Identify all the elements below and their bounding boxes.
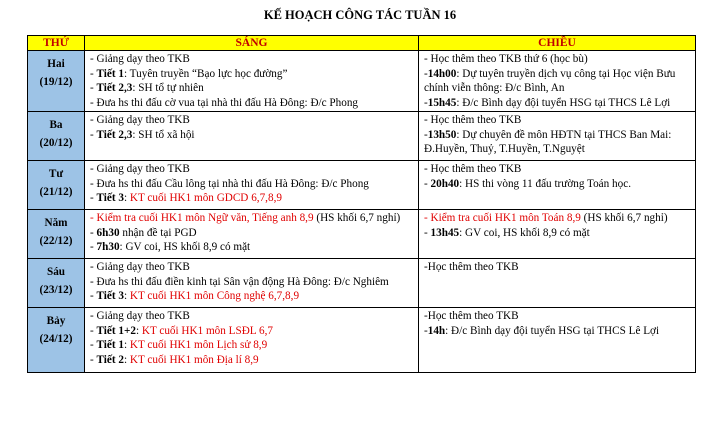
line-text: : HS thi vòng 11 đấu trường Toán học. bbox=[459, 177, 631, 190]
line-highlight: - Kiểm tra cuối HK1 môn Ngữ văn, Tiếng anh 8,9 bbox=[90, 212, 314, 225]
line-highlight: KT cuối HK1 môn GDCD 6,7,8,9 bbox=[129, 192, 282, 205]
line-prefix: - bbox=[90, 353, 97, 366]
line-text: Đưa hs thi đấu cờ vua tại nhà thi đấu Hà Đông: Đ/c Phong bbox=[96, 96, 359, 109]
schedule-line bbox=[90, 275, 414, 289]
line-text: : Tuyên truyền “Bạo lực học đường” bbox=[123, 67, 288, 80]
line-highlight: - Kiểm tra cuối HK1 môn Toán 8,9 bbox=[424, 212, 581, 225]
schedule-line bbox=[90, 52, 414, 66]
line-bold: Tiết 1+2 bbox=[96, 324, 136, 337]
line-text: Đưa hs thi đấu điền kinh tại Sân vận động Hà Đông: Đ/c Nghiêm bbox=[96, 275, 389, 288]
schedule-row bbox=[28, 112, 696, 161]
line-bold: 15h45 bbox=[427, 96, 457, 109]
day-date: (22/12) bbox=[39, 235, 73, 248]
line-prefix: - bbox=[424, 177, 431, 190]
line-bold: Tiết 3 bbox=[96, 192, 124, 205]
day-name: Sáu bbox=[46, 266, 66, 279]
line-prefix: - bbox=[90, 241, 97, 254]
day-name: Hai bbox=[47, 58, 65, 71]
line-prefix: - bbox=[90, 163, 97, 176]
line-prefix: - bbox=[424, 163, 431, 176]
afternoon-cell bbox=[419, 308, 696, 373]
schedule-line bbox=[424, 128, 691, 142]
schedule-row bbox=[28, 308, 696, 373]
page-title: KẾ HOẠCH CÔNG TÁC TUẦN 16 bbox=[263, 8, 457, 22]
line-suffix: (HS khối 6,7 nghỉ) bbox=[580, 212, 668, 225]
schedule-line bbox=[90, 162, 414, 176]
line-text: Học thêm theo TKB bbox=[430, 114, 522, 127]
line-prefix: - bbox=[90, 53, 97, 66]
day-date: (20/12) bbox=[39, 137, 73, 150]
line-text: chính viễn thông: Đ/c Bình, An bbox=[424, 82, 565, 95]
line-bold: Tiết 2,3 bbox=[96, 82, 133, 95]
schedule-row bbox=[28, 51, 696, 112]
header-morning: SÁNG bbox=[85, 36, 419, 51]
line-bold: Tiết 1 bbox=[96, 67, 124, 80]
line-text: : SH tổ tự nhiên bbox=[132, 82, 204, 95]
line-prefix: - bbox=[90, 82, 97, 95]
line-prefix: - bbox=[90, 96, 97, 109]
schedule-line bbox=[90, 240, 414, 254]
line-prefix: - bbox=[424, 53, 431, 66]
line-highlight: KT cuối HK1 môn Công nghệ 6,7,8,9 bbox=[129, 290, 300, 303]
line-prefix: - bbox=[90, 261, 97, 274]
line-text: Học thêm theo TKB bbox=[427, 310, 519, 323]
schedule-line bbox=[424, 226, 691, 240]
day-date: (19/12) bbox=[39, 76, 73, 89]
line-text: Học thêm theo TKB thứ 6 (học bù) bbox=[430, 53, 588, 66]
schedule-line bbox=[424, 177, 691, 191]
line-text: : Đ/c Bình dạy đội tuyển HSG tại THCS Lê Lợi bbox=[456, 96, 671, 109]
line-bold: 13h50 bbox=[427, 128, 457, 141]
morning-cell bbox=[85, 210, 419, 259]
line-prefix: - bbox=[90, 128, 97, 141]
afternoon-cell bbox=[419, 161, 696, 210]
line-prefix: - bbox=[90, 67, 97, 80]
line-prefix: - bbox=[90, 339, 97, 352]
line-prefix: - bbox=[90, 275, 97, 288]
line-prefix: - bbox=[424, 261, 428, 274]
line-text: : bbox=[123, 192, 130, 205]
line-suffix: (HS khối 6,7 nghỉ) bbox=[313, 212, 401, 225]
line-text: : GV coi, HS khối 8,9 có mặt bbox=[459, 226, 590, 239]
line-bold: Tiết 1 bbox=[96, 339, 124, 352]
line-text: Giảng dạy theo TKB bbox=[96, 163, 190, 176]
schedule-line bbox=[424, 67, 691, 81]
line-text: Giảng dạy theo TKB bbox=[96, 114, 190, 127]
schedule-line bbox=[90, 81, 414, 95]
line-prefix: - bbox=[424, 324, 428, 337]
line-text: : SH tổ xã hội bbox=[132, 128, 195, 141]
line-text: Học thêm theo TKB bbox=[427, 261, 519, 274]
line-text: : bbox=[135, 324, 142, 337]
schedule-line bbox=[424, 96, 691, 110]
schedule-line bbox=[90, 67, 414, 81]
day-cell bbox=[28, 51, 85, 112]
line-highlight: KT cuối HK1 môn Lịch sử 8,9 bbox=[129, 339, 268, 352]
schedule-line bbox=[90, 177, 414, 191]
line-prefix: - bbox=[90, 177, 97, 190]
schedule-line bbox=[424, 260, 691, 274]
line-bold: Tiết 2 bbox=[96, 353, 124, 366]
line-prefix: - bbox=[90, 324, 97, 337]
schedule-line bbox=[90, 260, 414, 274]
line-bold: 13h45 bbox=[430, 226, 460, 239]
schedule-line bbox=[90, 309, 414, 323]
line-prefix: - bbox=[90, 114, 97, 127]
line-bold: Tiết 3 bbox=[96, 290, 124, 303]
schedule-line bbox=[90, 289, 414, 303]
line-prefix: - bbox=[424, 310, 428, 323]
morning-cell bbox=[85, 51, 419, 112]
line-text: Giảng dạy theo TKB bbox=[96, 261, 190, 274]
morning-cell bbox=[85, 308, 419, 373]
schedule-line bbox=[90, 113, 414, 127]
day-date: (21/12) bbox=[39, 186, 73, 199]
schedule-table bbox=[27, 35, 696, 373]
day-name: Ba bbox=[49, 119, 63, 132]
morning-cell bbox=[85, 161, 419, 210]
line-text: : Đ/c Bình dạy đội tuyển HSG tại THCS Lê Lợi bbox=[445, 324, 660, 337]
afternoon-cell bbox=[419, 51, 696, 112]
line-text: : Dự tuyên truyền dịch vụ công tại Học viện Bưu bbox=[456, 67, 676, 80]
line-bold: 20h40 bbox=[430, 177, 460, 190]
line-text: : Dự chuyên đề môn HĐTN tại THCS Ban Mai: bbox=[456, 128, 672, 141]
schedule-line bbox=[424, 211, 691, 225]
schedule-line bbox=[424, 162, 691, 176]
day-cell bbox=[28, 161, 85, 210]
schedule-line bbox=[90, 96, 414, 110]
line-prefix: - bbox=[424, 96, 428, 109]
line-prefix: - bbox=[424, 67, 428, 80]
schedule-line bbox=[90, 353, 414, 367]
line-prefix: - bbox=[90, 192, 97, 205]
line-text: : bbox=[123, 353, 130, 366]
line-bold: 7h30 bbox=[96, 241, 120, 254]
line-highlight: KT cuối HK1 môn LSĐL 6,7 bbox=[141, 324, 273, 337]
schedule-line bbox=[90, 226, 414, 240]
day-cell bbox=[28, 259, 85, 308]
line-prefix: - bbox=[90, 226, 97, 239]
line-text: Giảng dạy theo TKB bbox=[96, 53, 190, 66]
line-prefix: - bbox=[90, 290, 97, 303]
header-row bbox=[28, 36, 696, 51]
schedule-line bbox=[424, 81, 691, 95]
day-name: Bảy bbox=[46, 315, 66, 328]
afternoon-cell bbox=[419, 259, 696, 308]
day-cell bbox=[28, 112, 85, 161]
line-bold: Tiết 2,3 bbox=[96, 128, 133, 141]
line-highlight: KT cuối HK1 môn Địa lí 8,9 bbox=[129, 353, 259, 366]
day-cell bbox=[28, 210, 85, 259]
line-bold: 14h00 bbox=[427, 67, 457, 80]
line-text: nhận đề tại PGD bbox=[119, 226, 197, 239]
day-date: (23/12) bbox=[39, 284, 73, 297]
line-prefix: - bbox=[424, 226, 431, 239]
afternoon-cell bbox=[419, 210, 696, 259]
header-afternoon: CHIỀU bbox=[419, 36, 696, 51]
schedule-row bbox=[28, 259, 696, 308]
schedule-line bbox=[424, 52, 691, 66]
morning-cell bbox=[85, 112, 419, 161]
schedule-line bbox=[90, 211, 414, 225]
line-text: : bbox=[123, 339, 130, 352]
line-prefix: - bbox=[424, 114, 431, 127]
schedule-row bbox=[28, 161, 696, 210]
line-text: Giảng dạy theo TKB bbox=[96, 310, 190, 323]
day-name: Năm bbox=[44, 217, 68, 230]
schedule-row bbox=[28, 210, 696, 259]
schedule-line bbox=[90, 324, 414, 338]
line-text: Học thêm theo TKB bbox=[430, 163, 522, 176]
day-name: Tư bbox=[48, 168, 64, 181]
line-bold: 6h30 bbox=[96, 226, 120, 239]
schedule-line bbox=[424, 113, 691, 127]
schedule-line bbox=[90, 128, 414, 142]
morning-cell bbox=[85, 259, 419, 308]
schedule-line bbox=[424, 309, 691, 323]
line-prefix: - bbox=[424, 128, 428, 141]
day-cell bbox=[28, 308, 85, 373]
line-text: Đưa hs thi đấu Cầu lông tại nhà thi đấu Hà Đông: Đ/c Phong bbox=[96, 177, 369, 190]
day-date: (24/12) bbox=[39, 333, 73, 346]
line-prefix: - bbox=[90, 310, 97, 323]
line-text: : GV coi, HS khối 8,9 có mặt bbox=[119, 241, 251, 254]
schedule-line bbox=[424, 324, 691, 338]
line-text: : bbox=[123, 290, 130, 303]
schedule-line bbox=[90, 338, 414, 352]
schedule-line bbox=[424, 142, 691, 156]
line-bold: 14h bbox=[427, 324, 446, 337]
afternoon-cell bbox=[419, 112, 696, 161]
schedule-line bbox=[90, 191, 414, 205]
header-day: THỨ bbox=[28, 36, 85, 51]
line-text: Đ.Huyền, Thuỷ, T.Huyền, T.Nguyệt bbox=[424, 143, 585, 156]
